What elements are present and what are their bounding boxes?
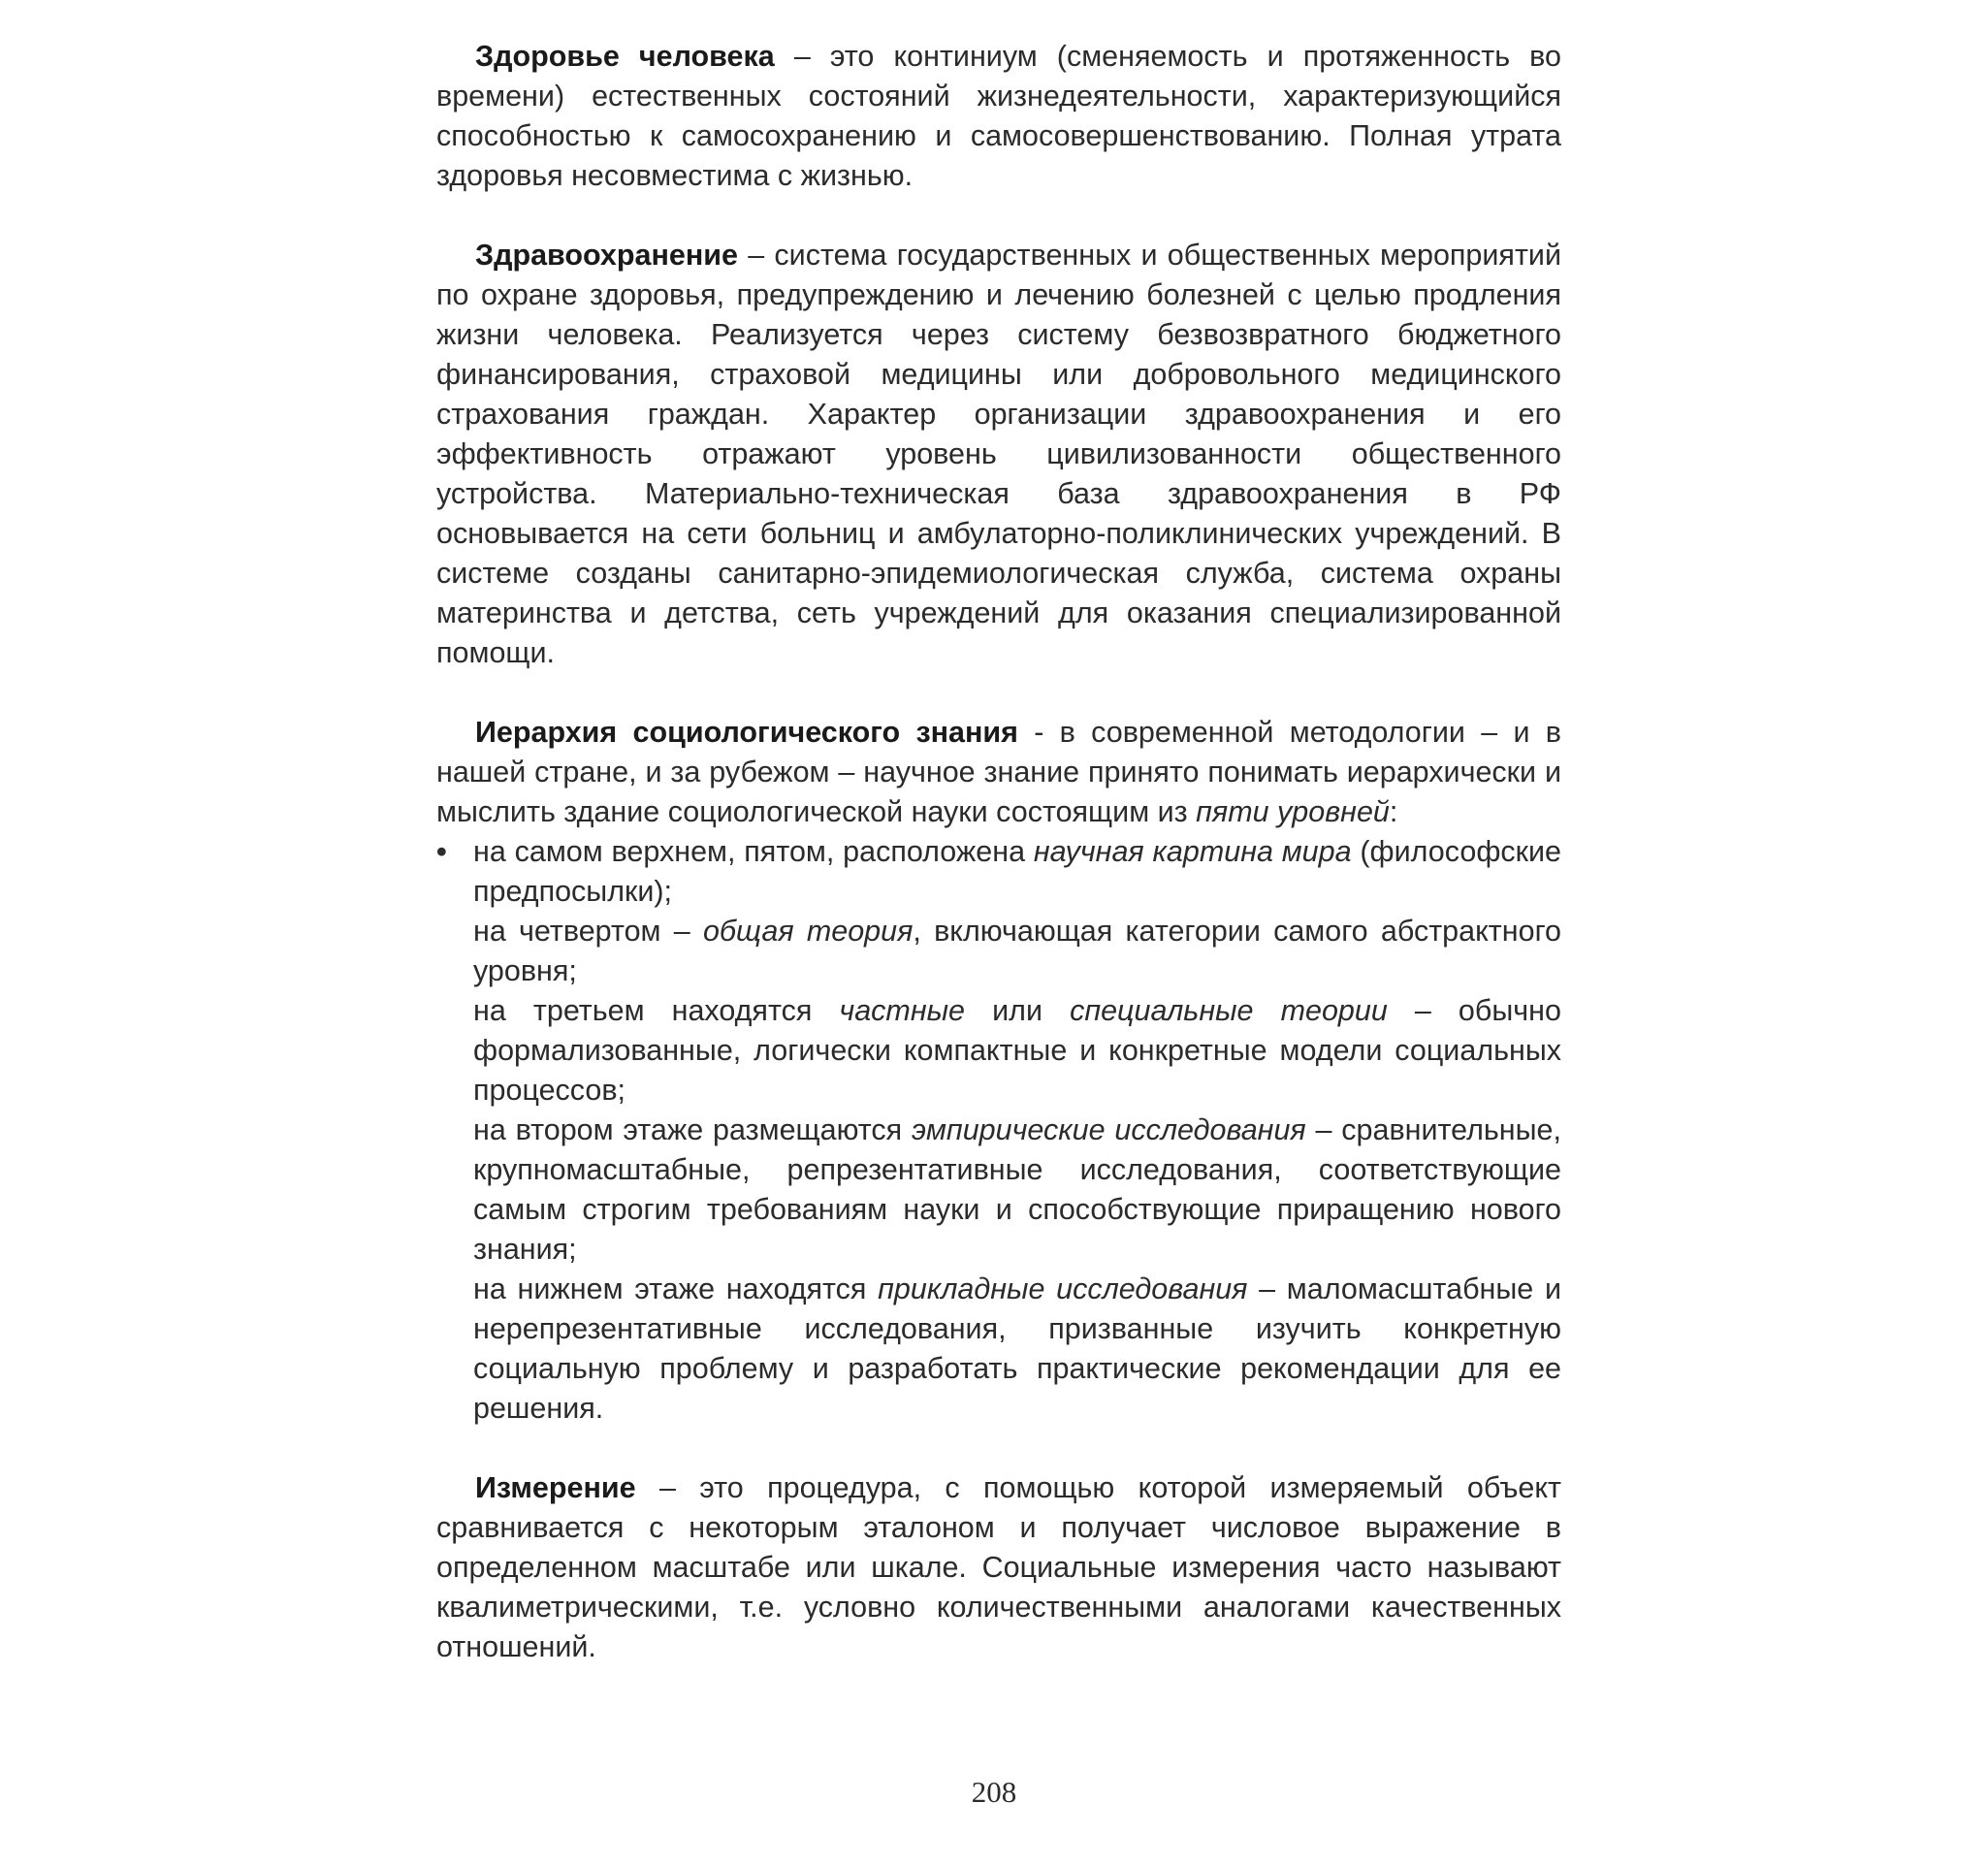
entry-term: Измерение bbox=[475, 1471, 636, 1504]
list-item: на нижнем этаже находятся прикладные исследования – маломасштабные и нерепрезентативные исследования, призванные изучить конкретную социальную проблему и разработать практические рекомендации для ее решения. bbox=[473, 1272, 1561, 1425]
bullet-icon: • bbox=[436, 835, 447, 868]
level-emphasis: специальные теории bbox=[1070, 994, 1388, 1027]
hierarchy-levels-list bbox=[436, 832, 1561, 1429]
level-emphasis: эмпирические исследования bbox=[912, 1113, 1306, 1146]
entry-term: Здоровье человека bbox=[475, 40, 775, 73]
entry-term: Здравоохранение bbox=[475, 239, 738, 272]
level-emphasis: общая теория bbox=[702, 915, 914, 948]
level-emphasis: прикладные исследования bbox=[878, 1272, 1248, 1305]
entry-measurement bbox=[436, 1468, 1561, 1667]
entry-text: – система государственных и общественных мероприятий по охране здоровья, предупреждению и лечению болезней с целью продления жизни человека. Реализуется через систему безвозвратного бюджетного финансирования, страховой медицины или добровольного медицинского страхования граждан. Характер организации здравоохранения и его эффективность отражают уровень цивилизованности общественного устройства. Материально-техническая база здравоохранения в РФ основывается на сети больниц и амбулаторно-поликлинических учреждений. В системе созданы санитарно-эпидемиологическая служба, система охраны материнства и детства, сеть учреждений для оказания специализированной помощи. bbox=[436, 239, 1561, 669]
list-item: на третьем находятся частные или специальные теории – обычно формализованные, логически компактные и конкретные модели социальных процессов; bbox=[473, 994, 1561, 1107]
entry-hierarchy bbox=[436, 713, 1561, 832]
page-number: 208 bbox=[971, 1775, 1017, 1809]
page-body bbox=[436, 37, 1561, 1707]
entry-health bbox=[436, 37, 1561, 196]
level-emphasis: научная картина мира bbox=[1033, 835, 1352, 868]
list-item: на четвертом – общая теория, включающая категории самого абстрактного уровня; bbox=[473, 915, 1561, 987]
list-item: на втором этаже размещаются эмпирические исследования – сравнительные, крупномасштабные, репрезентативные исследования, соответствующие самым строгим требованиям науки и способствующие приращению нового знания; bbox=[473, 1113, 1561, 1266]
entry-emphasis: пяти уровней bbox=[1196, 795, 1390, 828]
list-item: • на самом верхнем, пятом, расположена научная картина мира (философские предпосылки); bbox=[436, 832, 1561, 912]
entry-text: – это континиум (сменяемость и протяженность во времени) естественных состояний жизнедеятельности, характеризующийся способностью к самосохранению и самосовершенствованию. Полная утрата здоровья несовместима с жизнью. bbox=[436, 40, 1562, 192]
entry-text: : bbox=[1389, 795, 1398, 828]
level-emphasis: частные bbox=[839, 994, 966, 1027]
entry-term: Иерархия социологического знания bbox=[475, 716, 1018, 749]
entry-healthcare bbox=[436, 236, 1561, 673]
entry-text: – это процедура, с помощью которой измеряемый объект сравнивается с некоторым эталоном и получает числовое выражение в определенном масштабе или шкале. Социальные измерения часто называют квалиметрическими, т.е. условно количественными аналогами качественных отношений. bbox=[436, 1471, 1561, 1663]
entry-text: - в современной методологии – и в нашей стране, и за рубежом – научное знание принято понимать иерархически и мыслить здание социологической науки состоящим из bbox=[436, 716, 1561, 828]
